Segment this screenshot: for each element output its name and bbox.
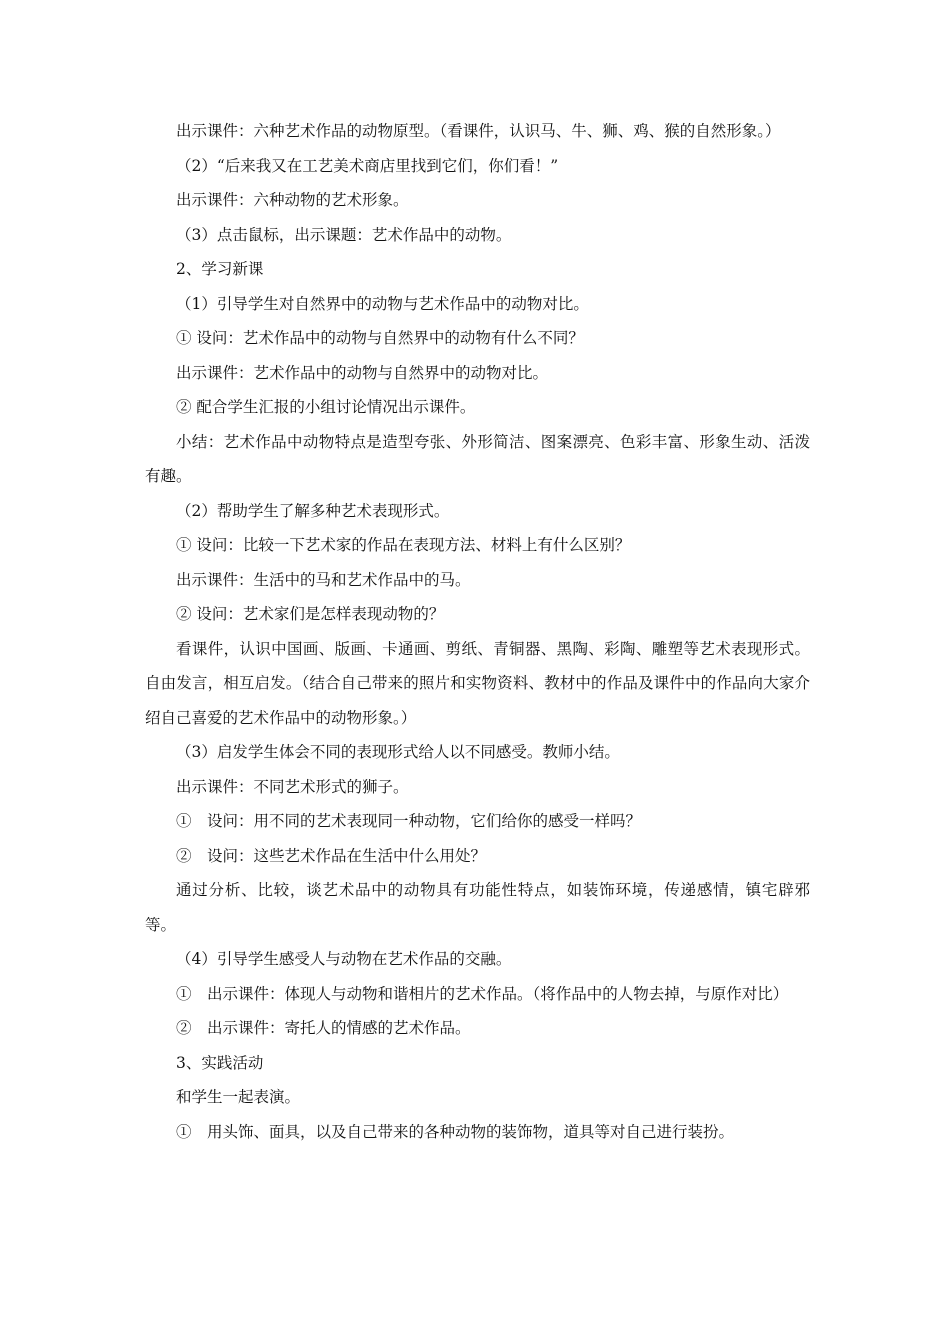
paragraph: （2）“后来我又在工艺美术商店里找到它们，你们看！” — [176, 156, 559, 175]
paragraph: ① 设问：用不同的艺术表现同一种动物，它们给你的感受一样吗？ — [176, 812, 642, 830]
paragraph: ① 设问：比较一下艺术家的作品在表现方法、材料上有什么区别？ — [176, 536, 631, 554]
paragraph: （2）帮助学生了解多种艺术表现形式。 — [176, 501, 450, 520]
paragraph: 出示课件：六种动物的艺术形象。 — [176, 191, 409, 209]
paragraph: 出示课件：不同艺术形式的狮子。 — [176, 777, 409, 796]
paragraph: （3）启发学生体会不同的表现形式给人以不同感受。教师小结。 — [176, 743, 620, 761]
paragraph: （1）引导学生对自然界中的动物与艺术作品中的动物对比。 — [176, 294, 589, 313]
paragraph: 出示课件：艺术作品中的动物与自然界中的动物对比。 — [176, 363, 549, 382]
document-body — [145, 114, 810, 1149]
section-heading: 2、学习新课 — [176, 260, 264, 278]
paragraph: ② 配合学生汇报的小组讨论情况出示课件。 — [176, 398, 476, 416]
paragraph: ① 用头饰、面具，以及自己带来的各种动物的装饰物，道具等对自己进行装扮。 — [176, 1122, 735, 1141]
section-heading: 3、实践活动 — [176, 1053, 264, 1072]
paragraph: ② 设问：这些艺术作品在生活中什么用处？ — [176, 846, 487, 865]
paragraph: ② 出示课件：寄托人的情感的艺术作品。 — [176, 1019, 471, 1037]
paragraph: ① 设问：艺术作品中的动物与自然界中的动物有什么不同？ — [176, 329, 584, 347]
paragraph: 出示课件：生活中的马和艺术作品中的马。 — [176, 570, 471, 589]
paragraph: （4）引导学生感受人与动物在艺术作品的交融。 — [176, 950, 512, 968]
paragraph: 小结：艺术作品中动物特点是造型夸张、外形简洁、图案漂亮、色彩丰富、形象生动、活泼有趣。 — [145, 432, 810, 485]
paragraph: 和学生一起表演。 — [176, 1088, 301, 1106]
paragraph: 通过分析、比较，谈艺术品中的动物具有功能性特点，如装饰环境，传递感情，镇宅辟邪等。 — [145, 881, 810, 934]
paragraph: ① 出示课件：体现人与动物和谐相片的艺术作品。（将作品中的人物去掉，与原作对比） — [176, 984, 789, 1003]
paragraph: ② 设问：艺术家们是怎样表现动物的？ — [176, 605, 445, 623]
paragraph: 出示课件：六种艺术作品的动物原型。（看课件，认识马、牛、狮、鸡、猴的自然形象。） — [176, 122, 781, 140]
paragraph: 看课件，认识中国画、版画、卡通画、剪纸、青铜器、黑陶、彩陶、雕塑等艺术表现形式。自由发言，相互启发。（结合自己带来的照片和实物资料、教材中的作品及课件中的作品向大家介绍自己喜爱的艺术作品中的动物形象。） — [145, 639, 810, 727]
paragraph: （3）点击鼠标，出示课题：艺术作品中的动物。 — [176, 225, 512, 244]
